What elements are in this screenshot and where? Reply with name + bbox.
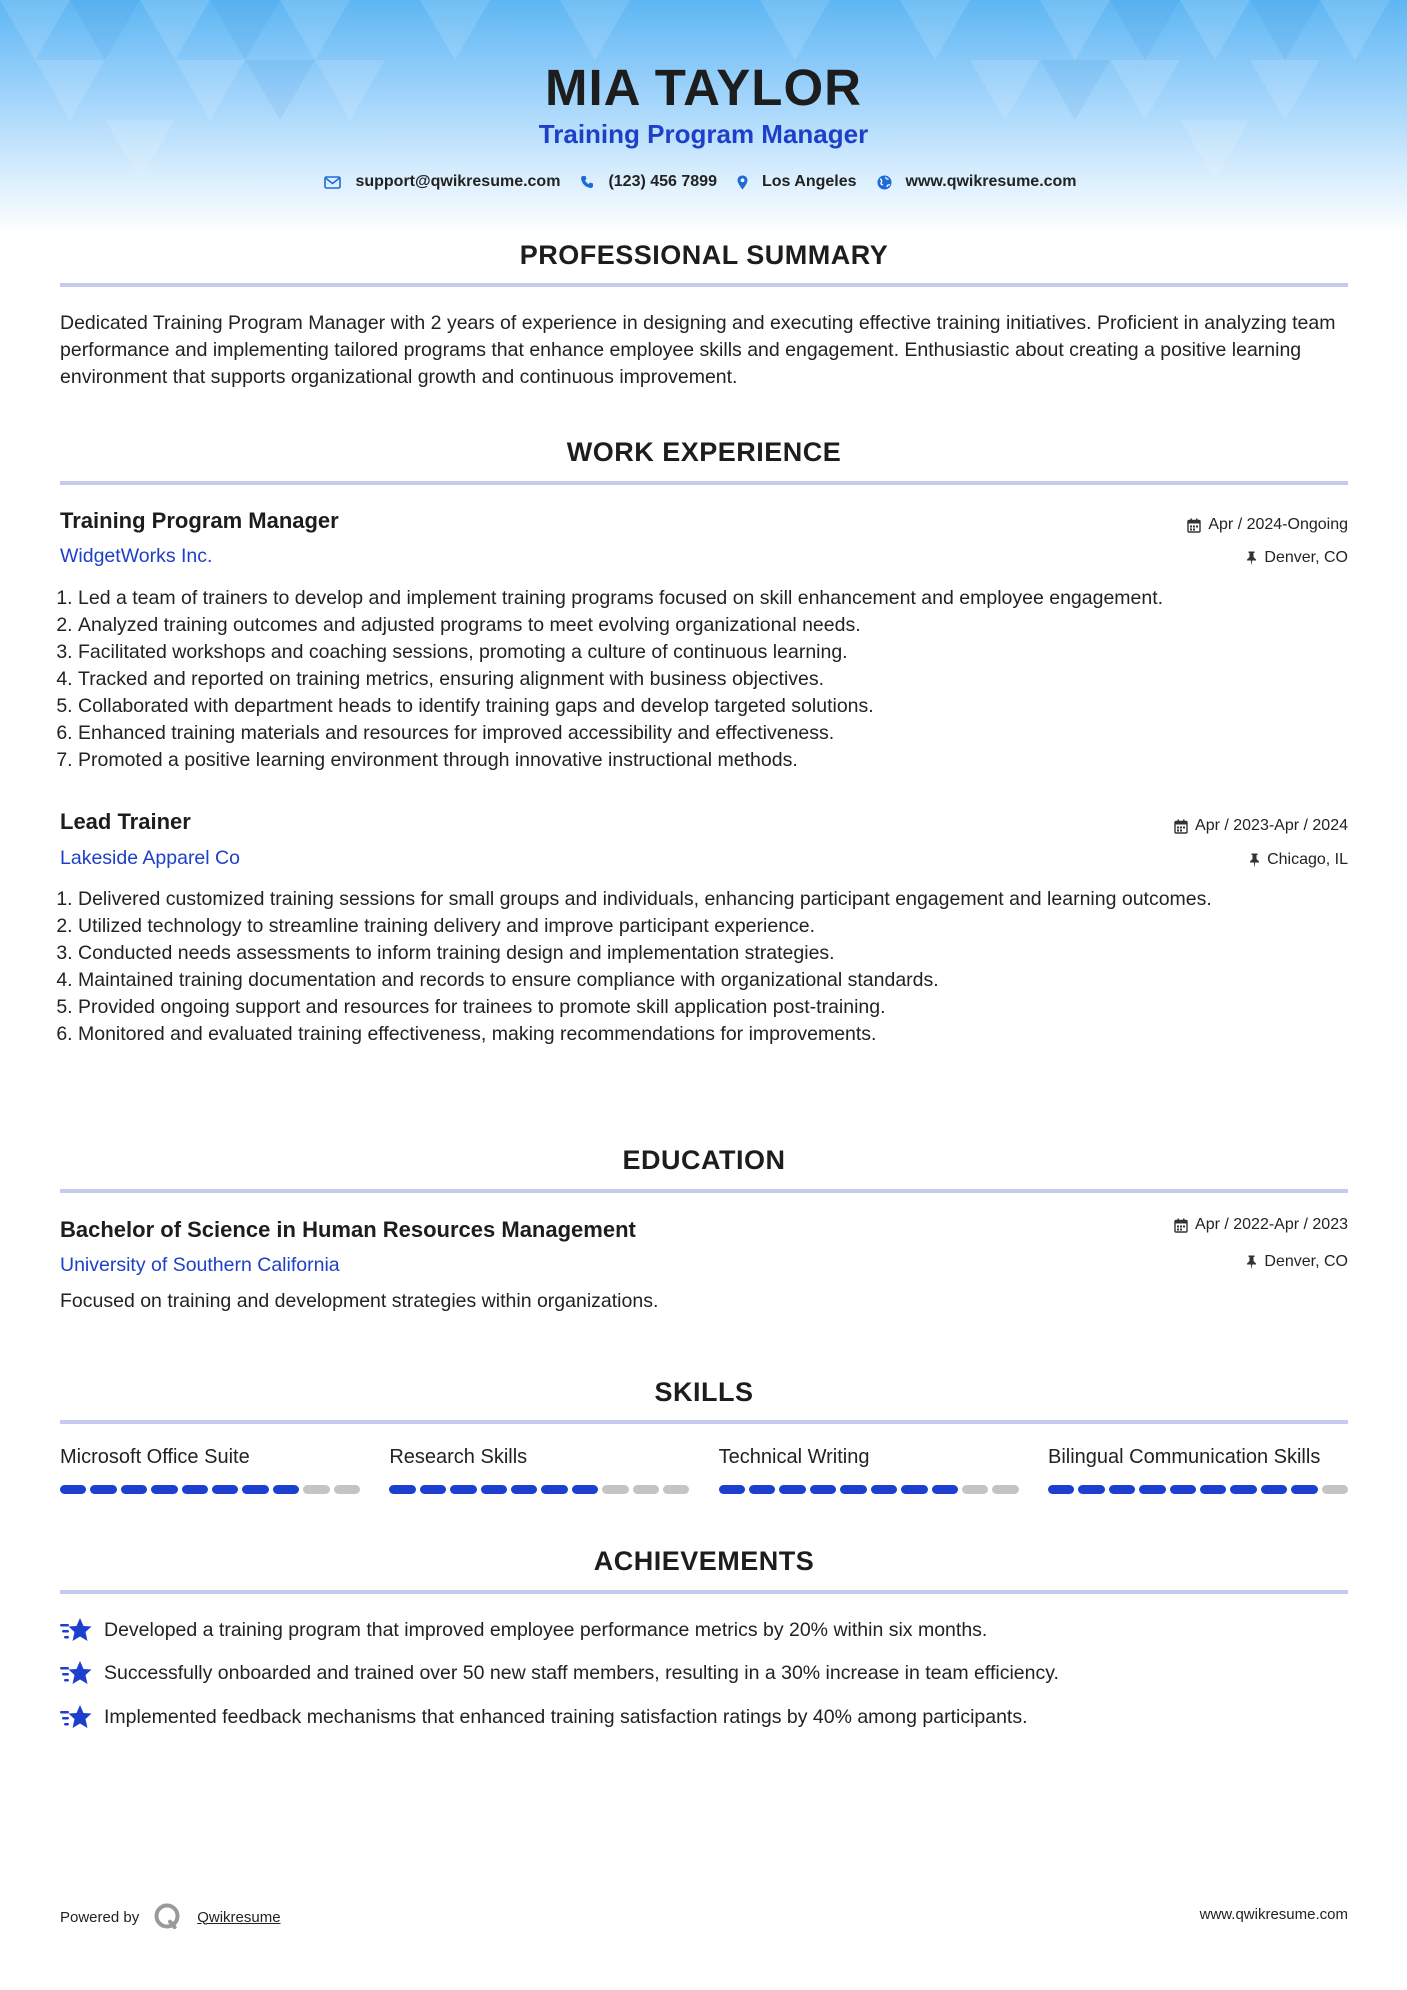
list-item: 2. Analyzed training outcomes and adjusted programs to meet evolving organizational needs.: [78, 612, 1338, 639]
achievement-item: [60, 1616, 987, 1644]
skill-level-bar: [719, 1485, 1019, 1494]
skill-segment-filled: [511, 1485, 537, 1494]
achievement-item: [60, 1703, 1028, 1731]
summary-text: Dedicated Training Program Manager with 2 years of experience in designing and executing effective training initiatives. Proficient in analyzing team performance and implementing tailored programs that enhance employee skills and engagement. Enthusiastic about creating a positive learning environment that supports organizational growth and continuous improvement.: [60, 312, 1336, 388]
skill-segment-filled: [1200, 1485, 1226, 1494]
skill-segment-filled: [932, 1485, 958, 1494]
job-title: Training Program Manager: [60, 508, 339, 533]
skill-segment-empty: [992, 1485, 1018, 1494]
list-item: 7. Promoted a positive learning environment through innovative instructional methods.: [78, 747, 1338, 774]
star-award-icon: [60, 1616, 92, 1644]
experience-rule: [60, 481, 1348, 485]
list-item: 6. Enhanced training materials and resources for improved accessibility and effectiveness.: [78, 720, 1338, 747]
contact-email[interactable]: [324, 173, 560, 191]
summary-heading: PROFESSIONAL SUMMARY: [519, 240, 889, 270]
brand-link[interactable]: Qwikresume: [197, 1908, 281, 1926]
powered-by-label: Powered by: [60, 1908, 140, 1926]
summary-rule: [60, 283, 1348, 287]
contact-location: [737, 173, 857, 191]
pushpin-icon: [1246, 1255, 1257, 1270]
footer-powered-by: [60, 1902, 281, 1932]
skill-segment-filled: [212, 1485, 238, 1494]
job-location: [1246, 549, 1348, 567]
skill-segment-filled: [389, 1485, 415, 1494]
skill-segment-empty: [303, 1485, 329, 1494]
list-item: 5. Provided ongoing support and resources for trainees to promote skill application post-training.: [78, 994, 1338, 1021]
education-school: University of Southern California: [60, 1254, 340, 1276]
skill-name: Research Skills: [389, 1446, 528, 1468]
skill-segment-empty: [1322, 1485, 1348, 1494]
list-item: 1. Delivered customized training sessions for small groups and individuals, enhancing participant engagement and learning outcomes.: [78, 886, 1338, 913]
skill-segment-filled: [871, 1485, 897, 1494]
skill-segment-empty: [962, 1485, 988, 1494]
skill-segment-filled: [420, 1485, 446, 1494]
job-company: WidgetWorks Inc.: [60, 545, 213, 567]
pushpin-icon: [1249, 853, 1260, 868]
contact-location-text: Los Angeles: [761, 173, 857, 190]
education-rule: [60, 1189, 1348, 1193]
skill-segment-empty: [663, 1485, 689, 1494]
job-location: [1249, 851, 1348, 869]
skill-level-bar: [1048, 1485, 1348, 1494]
skill-segment-empty: [602, 1485, 628, 1494]
contact-phone[interactable]: [580, 173, 717, 191]
skill-segment-filled: [749, 1485, 775, 1494]
skill-item: [1048, 1446, 1348, 1494]
job-location-text: Chicago, IL: [1267, 851, 1348, 868]
skill-segment-filled: [541, 1485, 567, 1494]
skill-name: Technical Writing: [718, 1446, 870, 1468]
contact-email-text: support@qwikresume.com: [355, 173, 561, 190]
skill-segment-filled: [60, 1485, 86, 1494]
skill-segment-filled: [1078, 1485, 1104, 1494]
list-item: 1. Led a team of trainers to develop and implement training programs focused on skill enhancement and employee engagement.: [78, 585, 1338, 612]
candidate-name: MIA TAYLOR: [545, 59, 862, 116]
skills-list: [60, 1446, 1348, 1494]
skill-segment-empty: [334, 1485, 360, 1494]
job-dates: [1187, 516, 1348, 534]
skill-segment-filled: [151, 1485, 177, 1494]
skill-segment-filled: [779, 1485, 805, 1494]
achievement-item: [60, 1659, 1059, 1687]
job-bullets: [60, 585, 1338, 774]
calendar-icon: [1187, 518, 1201, 533]
skill-segment-filled: [1109, 1485, 1135, 1494]
job-company: Lakeside Apparel Co: [60, 847, 240, 869]
skill-segment-filled: [840, 1485, 866, 1494]
skill-segment-filled: [1230, 1485, 1256, 1494]
phone-icon: [580, 175, 594, 189]
skill-level-bar: [389, 1485, 689, 1494]
skill-segment-filled: [1291, 1485, 1317, 1494]
globe-icon: [877, 175, 892, 190]
star-award-icon: [60, 1659, 92, 1687]
contact-website[interactable]: [877, 173, 1077, 191]
education-description: Focused on training and development strategies within organizations.: [60, 1290, 659, 1312]
list-item: 5. Collaborated with department heads to identify training gaps and develop targeted solutions.: [78, 693, 1338, 720]
star-award-icon: [60, 1703, 92, 1731]
skill-item: [389, 1446, 689, 1494]
skill-level-bar: [60, 1485, 360, 1494]
skill-segment-filled: [1261, 1485, 1287, 1494]
contact-website-text: www.qwikresume.com: [905, 173, 1077, 190]
achievements-heading: ACHIEVEMENTS: [593, 1546, 815, 1576]
envelope-icon: [324, 176, 341, 189]
job-location-text: Denver, CO: [1264, 549, 1348, 566]
skills-rule: [60, 1420, 1348, 1424]
contact-bar: [0, 173, 1407, 191]
candidate-title: Training Program Manager: [538, 119, 869, 149]
achievement-text: Implemented feedback mechanisms that enhanced training satisfaction ratings by 40% among participants.: [104, 1705, 1028, 1728]
calendar-icon: [1174, 819, 1188, 834]
job-title: Lead Trainer: [60, 809, 191, 834]
contact-phone-text: (123) 456 7899: [608, 173, 717, 190]
triangle-pattern: [0, 0, 1407, 235]
education-dates: [1174, 1216, 1348, 1234]
skill-segment-filled: [450, 1485, 476, 1494]
job-dates-text: Apr / 2023-Apr / 2024: [1195, 817, 1348, 834]
skill-segment-filled: [572, 1485, 598, 1494]
map-pin-icon: [737, 175, 748, 190]
pushpin-icon: [1246, 551, 1257, 566]
skill-segment-filled: [121, 1485, 147, 1494]
qwikresume-logo-icon: [153, 1902, 183, 1932]
job-dates-text: Apr / 2024-Ongoing: [1208, 516, 1348, 533]
experience-heading: WORK EXPERIENCE: [566, 437, 842, 467]
skill-segment-filled: [242, 1485, 268, 1494]
skill-segment-empty: [633, 1485, 659, 1494]
calendar-icon: [1174, 1218, 1188, 1233]
achievement-text: Successfully onboarded and trained over 50 new staff members, resulting in a 30% increase in team efficiency.: [104, 1661, 1059, 1684]
footer-url[interactable]: www.qwikresume.com: [1199, 1906, 1348, 1923]
header-background: [0, 0, 1407, 235]
skill-segment-filled: [90, 1485, 116, 1494]
skill-segment-filled: [810, 1485, 836, 1494]
education-location: [1246, 1253, 1348, 1271]
skill-segment-filled: [481, 1485, 507, 1494]
skill-item: [719, 1446, 1019, 1494]
list-item: 3. Facilitated workshops and coaching sessions, promoting a culture of continuous learning.: [78, 639, 1338, 666]
skill-segment-filled: [901, 1485, 927, 1494]
job-dates: [1174, 817, 1348, 835]
list-item: 4. Maintained training documentation and records to ensure compliance with organizational standards.: [78, 967, 1338, 994]
skill-item: [60, 1446, 360, 1494]
education-degree: Bachelor of Science in Human Resources Management: [60, 1217, 636, 1242]
achievement-text: Developed a training program that improved employee performance metrics by 20% within six months.: [104, 1618, 988, 1641]
education-dates-text: Apr / 2022-Apr / 2023: [1195, 1216, 1348, 1233]
skill-name: Bilingual Communication Skills: [1047, 1446, 1321, 1468]
education-heading: EDUCATION: [622, 1145, 786, 1175]
skill-segment-filled: [1139, 1485, 1165, 1494]
skill-segment-filled: [1048, 1485, 1074, 1494]
list-item: 4. Tracked and reported on training metrics, ensuring alignment with business objectives.: [78, 666, 1338, 693]
skill-segment-filled: [719, 1485, 745, 1494]
list-item: 6. Monitored and evaluated training effectiveness, making recommendations for improvements.: [78, 1021, 1338, 1048]
education-location-text: Denver, CO: [1264, 1253, 1348, 1270]
list-item: 3. Conducted needs assessments to inform training design and implementation strategies.: [78, 940, 1338, 967]
skills-heading: SKILLS: [654, 1377, 754, 1407]
list-item: 2. Utilized technology to streamline training delivery and improve participant experience.: [78, 913, 1338, 940]
skill-segment-filled: [1170, 1485, 1196, 1494]
skill-name: Microsoft Office Suite: [60, 1446, 250, 1468]
achievements-rule: [60, 1590, 1348, 1594]
skill-segment-filled: [273, 1485, 299, 1494]
job-bullets: [60, 886, 1338, 1048]
skill-segment-filled: [182, 1485, 208, 1494]
